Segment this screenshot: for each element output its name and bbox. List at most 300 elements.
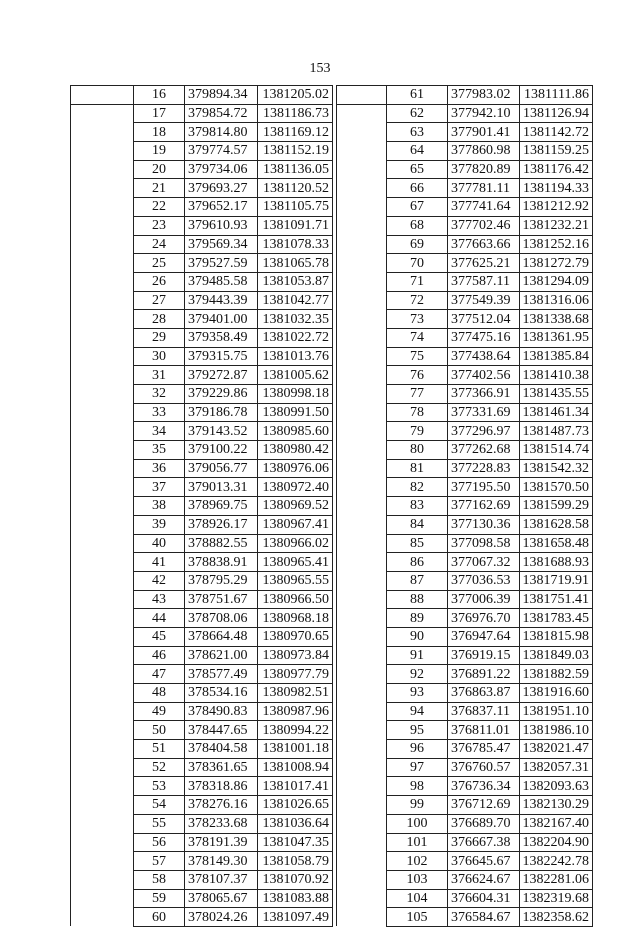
blank-cell: [71, 497, 134, 516]
x-coordinate-cell: 378795.29: [185, 571, 258, 590]
point-number-cell: 20: [134, 160, 185, 179]
blank-cell: [71, 721, 134, 740]
table-row: [337, 385, 593, 404]
x-coordinate-cell: 378361.65: [185, 758, 258, 777]
x-coordinate-cell: 378708.06: [185, 609, 258, 628]
y-coordinate-cell: 1381751.41: [520, 590, 593, 609]
table-row: [337, 310, 593, 329]
blank-cell: [337, 160, 387, 179]
table-row: [71, 422, 333, 441]
table-row: [71, 740, 333, 759]
y-coordinate-cell: 1382167.40: [520, 814, 593, 833]
x-coordinate-cell: 377781.11: [448, 179, 520, 198]
y-coordinate-cell: 1381882.59: [520, 665, 593, 684]
table-row: [337, 403, 593, 422]
y-coordinate-cell: 1381017.41: [258, 777, 333, 796]
table-row: [71, 777, 333, 796]
point-number-cell: 55: [134, 814, 185, 833]
blank-cell: [337, 291, 387, 310]
table-row: [337, 515, 593, 534]
point-number-cell: 18: [134, 123, 185, 142]
table-row: [337, 684, 593, 703]
x-coordinate-cell: 379774.57: [185, 142, 258, 161]
point-number-cell: 32: [134, 385, 185, 404]
x-coordinate-cell: 379100.22: [185, 441, 258, 460]
x-coordinate-cell: 377262.68: [448, 441, 520, 460]
point-number-cell: 81: [387, 459, 448, 478]
point-number-cell: 54: [134, 796, 185, 815]
blank-cell: [337, 385, 387, 404]
table-row: [71, 702, 333, 721]
point-number-cell: 85: [387, 534, 448, 553]
table-row: [71, 86, 333, 105]
point-number-cell: 56: [134, 833, 185, 852]
point-number-cell: 40: [134, 534, 185, 553]
table-row: [337, 366, 593, 385]
table-row: [71, 908, 333, 927]
table-row: [71, 721, 333, 740]
table-row: [337, 852, 593, 871]
y-coordinate-cell: 1381083.88: [258, 889, 333, 908]
y-coordinate-cell: 1381658.48: [520, 534, 593, 553]
table-row: [337, 160, 593, 179]
blank-cell: [337, 104, 387, 123]
table-row: [337, 721, 593, 740]
blank-cell: [71, 328, 134, 347]
table-row: [337, 870, 593, 889]
point-number-cell: 50: [134, 721, 185, 740]
blank-cell: [337, 235, 387, 254]
table-row: [337, 179, 593, 198]
y-coordinate-cell: 1381169.12: [258, 123, 333, 142]
table-row: [337, 142, 593, 161]
x-coordinate-cell: 376891.22: [448, 665, 520, 684]
point-number-cell: 78: [387, 403, 448, 422]
table-row: [71, 291, 333, 310]
blank-cell: [337, 796, 387, 815]
y-coordinate-cell: 1380991.50: [258, 403, 333, 422]
point-number-cell: 91: [387, 646, 448, 665]
blank-cell: [71, 590, 134, 609]
blank-cell: [71, 216, 134, 235]
blank-cell: [337, 852, 387, 871]
point-number-cell: 35: [134, 441, 185, 460]
blank-cell: [337, 441, 387, 460]
table-row: [337, 198, 593, 217]
x-coordinate-cell: 378838.91: [185, 553, 258, 572]
point-number-cell: 29: [134, 328, 185, 347]
blank-cell: [71, 740, 134, 759]
x-coordinate-cell: 378926.17: [185, 515, 258, 534]
x-coordinate-cell: 377036.53: [448, 571, 520, 590]
blank-cell: [337, 777, 387, 796]
x-coordinate-cell: 377006.39: [448, 590, 520, 609]
x-coordinate-cell: 377228.83: [448, 459, 520, 478]
blank-cell: [71, 777, 134, 796]
x-coordinate-cell: 379315.75: [185, 347, 258, 366]
blank-cell: [337, 497, 387, 516]
point-number-cell: 30: [134, 347, 185, 366]
blank-cell: [337, 366, 387, 385]
x-coordinate-cell: 377162.69: [448, 497, 520, 516]
y-coordinate-cell: 1381091.71: [258, 216, 333, 235]
table-row: [337, 347, 593, 366]
point-number-cell: 89: [387, 609, 448, 628]
table-row: [337, 627, 593, 646]
y-coordinate-cell: 1382021.47: [520, 740, 593, 759]
blank-cell: [71, 553, 134, 572]
point-number-cell: 97: [387, 758, 448, 777]
table-row: [71, 142, 333, 161]
blank-cell: [71, 366, 134, 385]
y-coordinate-cell: 1381815.98: [520, 627, 593, 646]
y-coordinate-cell: 1380972.40: [258, 478, 333, 497]
y-coordinate-cell: 1381435.55: [520, 385, 593, 404]
y-coordinate-cell: 1381142.72: [520, 123, 593, 142]
blank-cell: [337, 403, 387, 422]
table-row: [71, 889, 333, 908]
table-row: [337, 571, 593, 590]
point-number-cell: 24: [134, 235, 185, 254]
x-coordinate-cell: 377098.58: [448, 534, 520, 553]
point-number-cell: 95: [387, 721, 448, 740]
table-row: [71, 833, 333, 852]
blank-cell: [337, 198, 387, 217]
point-number-cell: 72: [387, 291, 448, 310]
x-coordinate-cell: 378276.16: [185, 796, 258, 815]
blank-cell: [71, 86, 134, 105]
blank-cell: [337, 758, 387, 777]
x-coordinate-cell: 379814.80: [185, 123, 258, 142]
blank-cell: [337, 889, 387, 908]
x-coordinate-cell: 379652.17: [185, 198, 258, 217]
point-number-cell: 19: [134, 142, 185, 161]
table-row: [337, 889, 593, 908]
point-number-cell: 69: [387, 235, 448, 254]
x-coordinate-cell: 379485.58: [185, 272, 258, 291]
table-row: [71, 179, 333, 198]
y-coordinate-cell: 1380985.60: [258, 422, 333, 441]
y-coordinate-cell: 1380977.79: [258, 665, 333, 684]
x-coordinate-cell: 376976.70: [448, 609, 520, 628]
point-number-cell: 31: [134, 366, 185, 385]
blank-cell: [71, 291, 134, 310]
y-coordinate-cell: 1381783.45: [520, 609, 593, 628]
x-coordinate-cell: 376689.70: [448, 814, 520, 833]
x-coordinate-cell: 376584.67: [448, 908, 520, 927]
x-coordinate-cell: 376947.64: [448, 627, 520, 646]
y-coordinate-cell: 1380994.22: [258, 721, 333, 740]
x-coordinate-cell: 378969.75: [185, 497, 258, 516]
point-number-cell: 33: [134, 403, 185, 422]
blank-cell: [337, 590, 387, 609]
x-coordinate-cell: 379693.27: [185, 179, 258, 198]
x-coordinate-cell: 379854.72: [185, 104, 258, 123]
x-coordinate-cell: 377983.02: [448, 86, 520, 105]
point-number-cell: 101: [387, 833, 448, 852]
table-row: [71, 609, 333, 628]
point-number-cell: 51: [134, 740, 185, 759]
blank-cell: [71, 160, 134, 179]
blank-cell: [71, 646, 134, 665]
table-row: [71, 328, 333, 347]
x-coordinate-cell: 378621.00: [185, 646, 258, 665]
blank-cell: [71, 796, 134, 815]
table-row: [71, 104, 333, 123]
table-row: [71, 553, 333, 572]
blank-cell: [337, 627, 387, 646]
y-coordinate-cell: 1381136.05: [258, 160, 333, 179]
y-coordinate-cell: 1381047.35: [258, 833, 333, 852]
x-coordinate-cell: 377195.50: [448, 478, 520, 497]
table-row: [71, 627, 333, 646]
blank-cell: [337, 833, 387, 852]
table-row: [71, 497, 333, 516]
y-coordinate-cell: 1381252.16: [520, 235, 593, 254]
point-number-cell: 59: [134, 889, 185, 908]
y-coordinate-cell: 1381719.91: [520, 571, 593, 590]
y-coordinate-cell: 1380968.18: [258, 609, 333, 628]
blank-cell: [71, 609, 134, 628]
x-coordinate-cell: 378318.86: [185, 777, 258, 796]
point-number-cell: 102: [387, 852, 448, 871]
x-coordinate-cell: 376736.34: [448, 777, 520, 796]
table-row: [71, 646, 333, 665]
y-coordinate-cell: 1380969.52: [258, 497, 333, 516]
blank-cell: [337, 478, 387, 497]
y-coordinate-cell: 1381036.64: [258, 814, 333, 833]
x-coordinate-cell: 376863.87: [448, 684, 520, 703]
y-coordinate-cell: 1381232.21: [520, 216, 593, 235]
blank-cell: [71, 142, 134, 161]
table-row: [337, 814, 593, 833]
blank-cell: [337, 86, 387, 105]
y-coordinate-cell: 1381105.75: [258, 198, 333, 217]
table-row: [71, 198, 333, 217]
point-number-cell: 61: [387, 86, 448, 105]
blank-cell: [337, 721, 387, 740]
x-coordinate-cell: 379056.77: [185, 459, 258, 478]
blank-cell: [71, 908, 134, 927]
y-coordinate-cell: 1381205.02: [258, 86, 333, 105]
y-coordinate-cell: 1381026.65: [258, 796, 333, 815]
y-coordinate-cell: 1382204.90: [520, 833, 593, 852]
blank-cell: [337, 609, 387, 628]
table-row: [337, 478, 593, 497]
y-coordinate-cell: 1380987.96: [258, 702, 333, 721]
x-coordinate-cell: 377130.36: [448, 515, 520, 534]
y-coordinate-cell: 1380967.41: [258, 515, 333, 534]
blank-cell: [337, 814, 387, 833]
table-row: [71, 310, 333, 329]
y-coordinate-cell: 1381078.33: [258, 235, 333, 254]
blank-cell: [337, 534, 387, 553]
x-coordinate-cell: 379358.49: [185, 328, 258, 347]
blank-cell: [337, 422, 387, 441]
blank-cell: [71, 179, 134, 198]
x-coordinate-cell: 378447.65: [185, 721, 258, 740]
point-number-cell: 71: [387, 272, 448, 291]
blank-cell: [337, 870, 387, 889]
point-number-cell: 37: [134, 478, 185, 497]
x-coordinate-cell: 379013.31: [185, 478, 258, 497]
point-number-cell: 44: [134, 609, 185, 628]
y-coordinate-cell: 1382242.78: [520, 852, 593, 871]
point-number-cell: 90: [387, 627, 448, 646]
point-number-cell: 43: [134, 590, 185, 609]
blank-cell: [71, 441, 134, 460]
point-number-cell: 53: [134, 777, 185, 796]
point-number-cell: 42: [134, 571, 185, 590]
table-row: [337, 422, 593, 441]
point-number-cell: 22: [134, 198, 185, 217]
x-coordinate-cell: 376811.01: [448, 721, 520, 740]
blank-cell: [71, 833, 134, 852]
blank-cell: [71, 571, 134, 590]
table-row: [71, 216, 333, 235]
table-row: [71, 347, 333, 366]
table-row: [337, 459, 593, 478]
x-coordinate-cell: 378065.67: [185, 889, 258, 908]
y-coordinate-cell: 1380966.02: [258, 534, 333, 553]
x-coordinate-cell: 378149.30: [185, 852, 258, 871]
y-coordinate-cell: 1380965.41: [258, 553, 333, 572]
point-number-cell: 77: [387, 385, 448, 404]
point-number-cell: 94: [387, 702, 448, 721]
y-coordinate-cell: 1381008.94: [258, 758, 333, 777]
blank-cell: [337, 553, 387, 572]
x-coordinate-cell: 377942.10: [448, 104, 520, 123]
point-number-cell: 46: [134, 646, 185, 665]
x-coordinate-cell: 376785.47: [448, 740, 520, 759]
table-row: [337, 123, 593, 142]
x-coordinate-cell: 378490.83: [185, 702, 258, 721]
x-coordinate-cell: 378751.67: [185, 590, 258, 609]
x-coordinate-cell: 378107.37: [185, 870, 258, 889]
point-number-cell: 76: [387, 366, 448, 385]
x-coordinate-cell: 379143.52: [185, 422, 258, 441]
y-coordinate-cell: 1381570.50: [520, 478, 593, 497]
point-number-cell: 86: [387, 553, 448, 572]
blank-cell: [337, 646, 387, 665]
y-coordinate-cell: 1381272.79: [520, 254, 593, 273]
y-coordinate-cell: 1380998.18: [258, 385, 333, 404]
blank-cell: [71, 123, 134, 142]
x-coordinate-cell: 376667.38: [448, 833, 520, 852]
point-number-cell: 105: [387, 908, 448, 927]
point-number-cell: 96: [387, 740, 448, 759]
point-number-cell: 17: [134, 104, 185, 123]
x-coordinate-cell: 379610.93: [185, 216, 258, 235]
y-coordinate-cell: 1381294.09: [520, 272, 593, 291]
point-number-cell: 36: [134, 459, 185, 478]
point-number-cell: 58: [134, 870, 185, 889]
table-row: [337, 702, 593, 721]
table-row: [337, 254, 593, 273]
table-row: [71, 254, 333, 273]
point-number-cell: 84: [387, 515, 448, 534]
point-number-cell: 21: [134, 179, 185, 198]
point-number-cell: 87: [387, 571, 448, 590]
y-coordinate-cell: 1381194.33: [520, 179, 593, 198]
point-number-cell: 103: [387, 870, 448, 889]
table-row: [337, 553, 593, 572]
x-coordinate-cell: 377402.56: [448, 366, 520, 385]
y-coordinate-cell: 1381159.25: [520, 142, 593, 161]
y-coordinate-cell: 1381212.92: [520, 198, 593, 217]
blank-cell: [71, 627, 134, 646]
blank-cell: [71, 403, 134, 422]
blank-cell: [71, 758, 134, 777]
y-coordinate-cell: 1382057.31: [520, 758, 593, 777]
blank-cell: [71, 702, 134, 721]
y-coordinate-cell: 1381916.60: [520, 684, 593, 703]
blank-cell: [71, 515, 134, 534]
point-number-cell: 57: [134, 852, 185, 871]
y-coordinate-cell: 1381013.76: [258, 347, 333, 366]
x-coordinate-cell: 377860.98: [448, 142, 520, 161]
blank-cell: [337, 272, 387, 291]
blank-cell: [337, 179, 387, 198]
blank-cell: [337, 459, 387, 478]
y-coordinate-cell: 1380965.55: [258, 571, 333, 590]
table-row: [71, 534, 333, 553]
x-coordinate-cell: 378534.16: [185, 684, 258, 703]
table-row: [71, 515, 333, 534]
y-coordinate-cell: 1381487.73: [520, 422, 593, 441]
y-coordinate-cell: 1380973.84: [258, 646, 333, 665]
point-number-cell: 60: [134, 908, 185, 927]
x-coordinate-cell: 377475.16: [448, 328, 520, 347]
y-coordinate-cell: 1381001.18: [258, 740, 333, 759]
y-coordinate-cell: 1381070.92: [258, 870, 333, 889]
x-coordinate-cell: 379894.34: [185, 86, 258, 105]
blank-cell: [71, 870, 134, 889]
point-number-cell: 70: [387, 254, 448, 273]
point-number-cell: 38: [134, 497, 185, 516]
y-coordinate-cell: 1382358.62: [520, 908, 593, 927]
blank-cell: [337, 908, 387, 927]
point-number-cell: 74: [387, 328, 448, 347]
table-row: [71, 366, 333, 385]
point-number-cell: 104: [387, 889, 448, 908]
y-coordinate-cell: 1382093.63: [520, 777, 593, 796]
point-number-cell: 64: [387, 142, 448, 161]
table-row: [71, 385, 333, 404]
table-row: [337, 740, 593, 759]
x-coordinate-cell: 376837.11: [448, 702, 520, 721]
blank-cell: [71, 459, 134, 478]
point-number-cell: 28: [134, 310, 185, 329]
coordinates-table-right: [336, 85, 593, 927]
x-coordinate-cell: 379272.87: [185, 366, 258, 385]
point-number-cell: 49: [134, 702, 185, 721]
x-coordinate-cell: 377067.32: [448, 553, 520, 572]
y-coordinate-cell: 1381065.78: [258, 254, 333, 273]
x-coordinate-cell: 377331.69: [448, 403, 520, 422]
blank-cell: [71, 310, 134, 329]
y-coordinate-cell: 1381599.29: [520, 497, 593, 516]
point-number-cell: 99: [387, 796, 448, 815]
x-coordinate-cell: 377512.04: [448, 310, 520, 329]
blank-cell: [337, 740, 387, 759]
point-number-cell: 67: [387, 198, 448, 217]
x-coordinate-cell: 379527.59: [185, 254, 258, 273]
table-row: [71, 272, 333, 291]
y-coordinate-cell: 1381186.73: [258, 104, 333, 123]
table-row: [71, 665, 333, 684]
x-coordinate-cell: 379734.06: [185, 160, 258, 179]
